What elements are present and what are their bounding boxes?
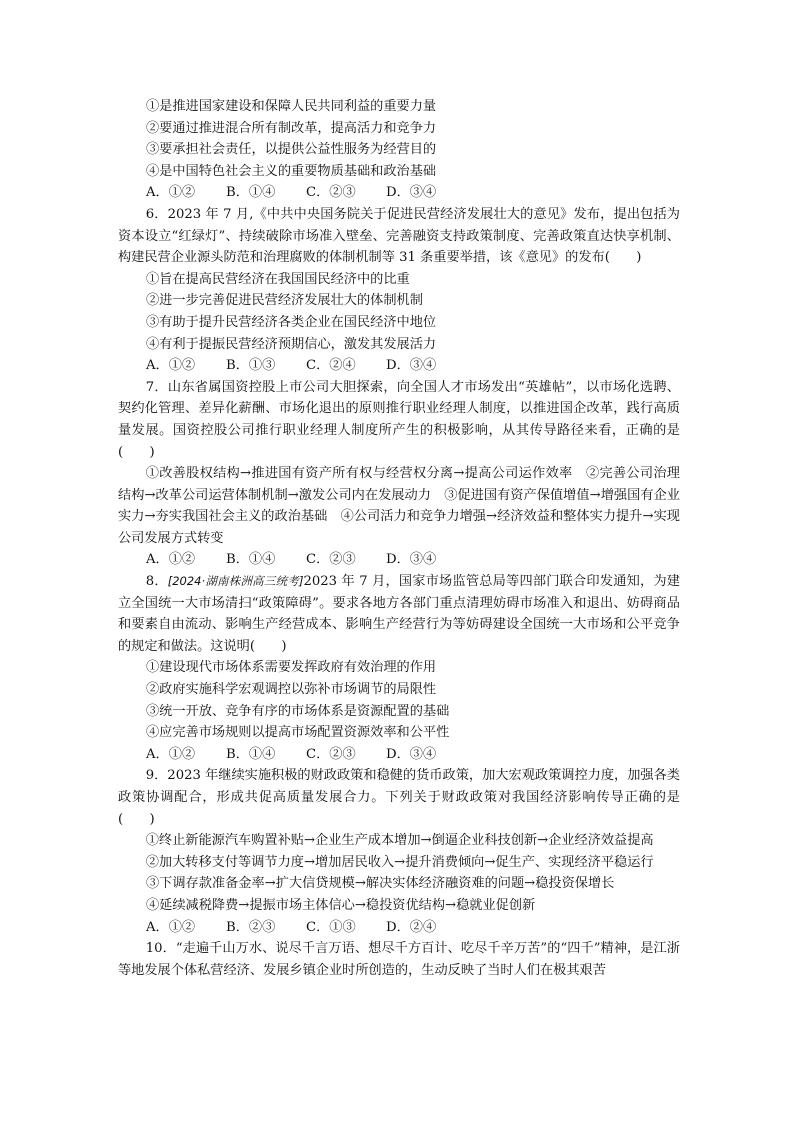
answer-choices	[118, 549, 680, 571]
option-4: ④延续减税降费→提振市场主体信心→稳投资优结构→稳就业促创新	[146, 897, 536, 913]
choice-a: A．①②	[146, 358, 196, 374]
choice-a: A．①②	[146, 185, 196, 201]
option-2: ②加大转移支付等调节力度→增加居民收入→提升消费倾向→促生产、实现经济平稳运行	[145, 854, 654, 870]
question-5	[118, 96, 680, 204]
option-1: ①是推进国家建设和保障人民共同利益的重要力量	[146, 99, 437, 114]
choice-b: B．①④	[226, 746, 276, 762]
question-6	[118, 204, 680, 377]
choice-b: B．②③	[226, 919, 276, 935]
question-7	[118, 377, 680, 571]
question-stem	[118, 571, 680, 657]
choice-c: C．②④	[306, 358, 356, 374]
question-8	[118, 571, 680, 765]
choice-a: A．①②	[146, 919, 196, 935]
option-1: ①旨在提高民营经济在我国国民经济中的比重	[146, 271, 410, 287]
question-source: [2024·湖南株洲高三统考]	[167, 574, 304, 589]
choice-b: B．①④	[226, 552, 276, 568]
question-9	[118, 765, 680, 938]
option-3: ③有助于提升民营经济各类企业在国民经济中地位	[146, 314, 437, 330]
option-3: ③下调存款准备金率→扩大信贷规模→解决实体经济融资难的问题→稳投资保增长	[146, 876, 615, 892]
answer-choices	[118, 355, 680, 377]
choice-b: B．①③	[226, 358, 276, 374]
choice-a: A．①②	[146, 746, 196, 762]
choice-d: D．③④	[386, 746, 437, 762]
question-stem: 6．2023 年 7 月,《中共中央国务院关于促进民营经济发展壮大的意见》发布，提出包括为资本设立“红绿灯”、持续破除市场准入壁垒、完善融资支持政策制度、完善政策直达快享机制、构建民营企业源头防范和治理腐败的体制机制等 31 条重要举措，该《意见》的发布( )	[118, 206, 680, 266]
page-content	[118, 96, 680, 981]
answer-choices	[118, 182, 680, 204]
choice-b: B．①④	[226, 185, 276, 201]
option-4: ④有利于提振民营经济预期信心，激发其发展活力	[146, 336, 437, 352]
choice-d: D．②④	[386, 919, 437, 935]
transmission-paths: ①改善股权结构→推进国有资产所有权与经营权分离→提高公司运作效率 ②完善公司治理结构→改革公司运营体制机制→激发公司内在发展动力 ③促进国有资产保值增值→增强国有企业实力→夯实我国社会主义的政治基础 ④公司活力和竞争力增强→经济效益和整体实力提升→实现公司发展方式转变	[118, 466, 680, 546]
option-3: ③统一开放、竞争有序的市场体系是资源配置的基础	[146, 703, 450, 719]
option-3: ③要承担社会责任，以提供公益性服务为经营目的	[146, 142, 437, 158]
question-number: 8．	[145, 574, 168, 590]
option-2: ②政府实施科学宏观调控以弥补市场调节的局限性	[146, 682, 437, 698]
choice-c: C．①③	[306, 919, 356, 935]
choice-d: D．③④	[386, 358, 437, 374]
option-1: ①建设现代市场体系需要发挥政府有效治理的作用	[146, 660, 437, 676]
choice-d: D．③④	[386, 552, 437, 568]
question-10	[118, 938, 680, 981]
question-stem: 7．山东省属国资控股上市公司大胆探索，向全国人才市场发出“英雄帖”，以市场化选聘、契约化管理、差异化薪酬、市场化退出的原则推行职业经理人制度，以推进国企改革，践行高质量发展。国资控股公司推行职业经理人制度所产生的积极影响，从其传导路径来看，正确的是( )	[118, 379, 680, 460]
choice-c: C．②③	[306, 185, 356, 201]
choice-a: A．①②	[146, 552, 196, 568]
choice-c: C．②③	[306, 552, 356, 568]
question-stem: 9．2023 年继续实施积极的财政政策和稳健的货币政策，加大宏观政策调控力度，加强各类政策协调配合，形成共促高质量发展合力。下列关于财政政策对我国经济影响传导正确的是( )	[118, 768, 680, 827]
option-4: ④应完善市场规则以提高市场配置资源效率和公平性	[146, 725, 450, 741]
option-4: ④是中国特色社会主义的重要物质基础和政治基础	[146, 163, 437, 179]
question-text: 2023 年 7 月，国家市场监管总局等四部门联合印发通知，为建立全国统一大市场清扫“政策障碍”。要求各地方各部门重点清理妨碍市场准入和退出、妨碍商品和要素自由流动、影响生产经营成本、影响生产经营行为等妨碍建设全国统一大市场和公平竞争的规定和做法。这说明( )	[118, 574, 680, 654]
question-stem: 10．“走遍千山万水、说尽千言万语、想尽千方百计、吃尽千辛万苦”的“四千”精神，是江浙等地发展个体私营经济、发展乡镇企业时所创造的，生动反映了当时人们在极其艰苦	[118, 941, 680, 978]
answer-choices	[118, 917, 680, 939]
option-1: ①终止新能源汽车购置补贴→企业生产成本增加→倒逼企业科技创新→企业经济效益提高	[145, 833, 654, 849]
choice-d: D．③④	[386, 185, 437, 201]
option-2: ②要通过推进混合所有制改革，提高活力和竞争力	[146, 120, 437, 136]
option-2: ②进一步完善促进民营经济发展壮大的体制机制	[146, 293, 423, 309]
choice-c: C．②③	[306, 746, 356, 762]
answer-choices	[118, 744, 680, 766]
